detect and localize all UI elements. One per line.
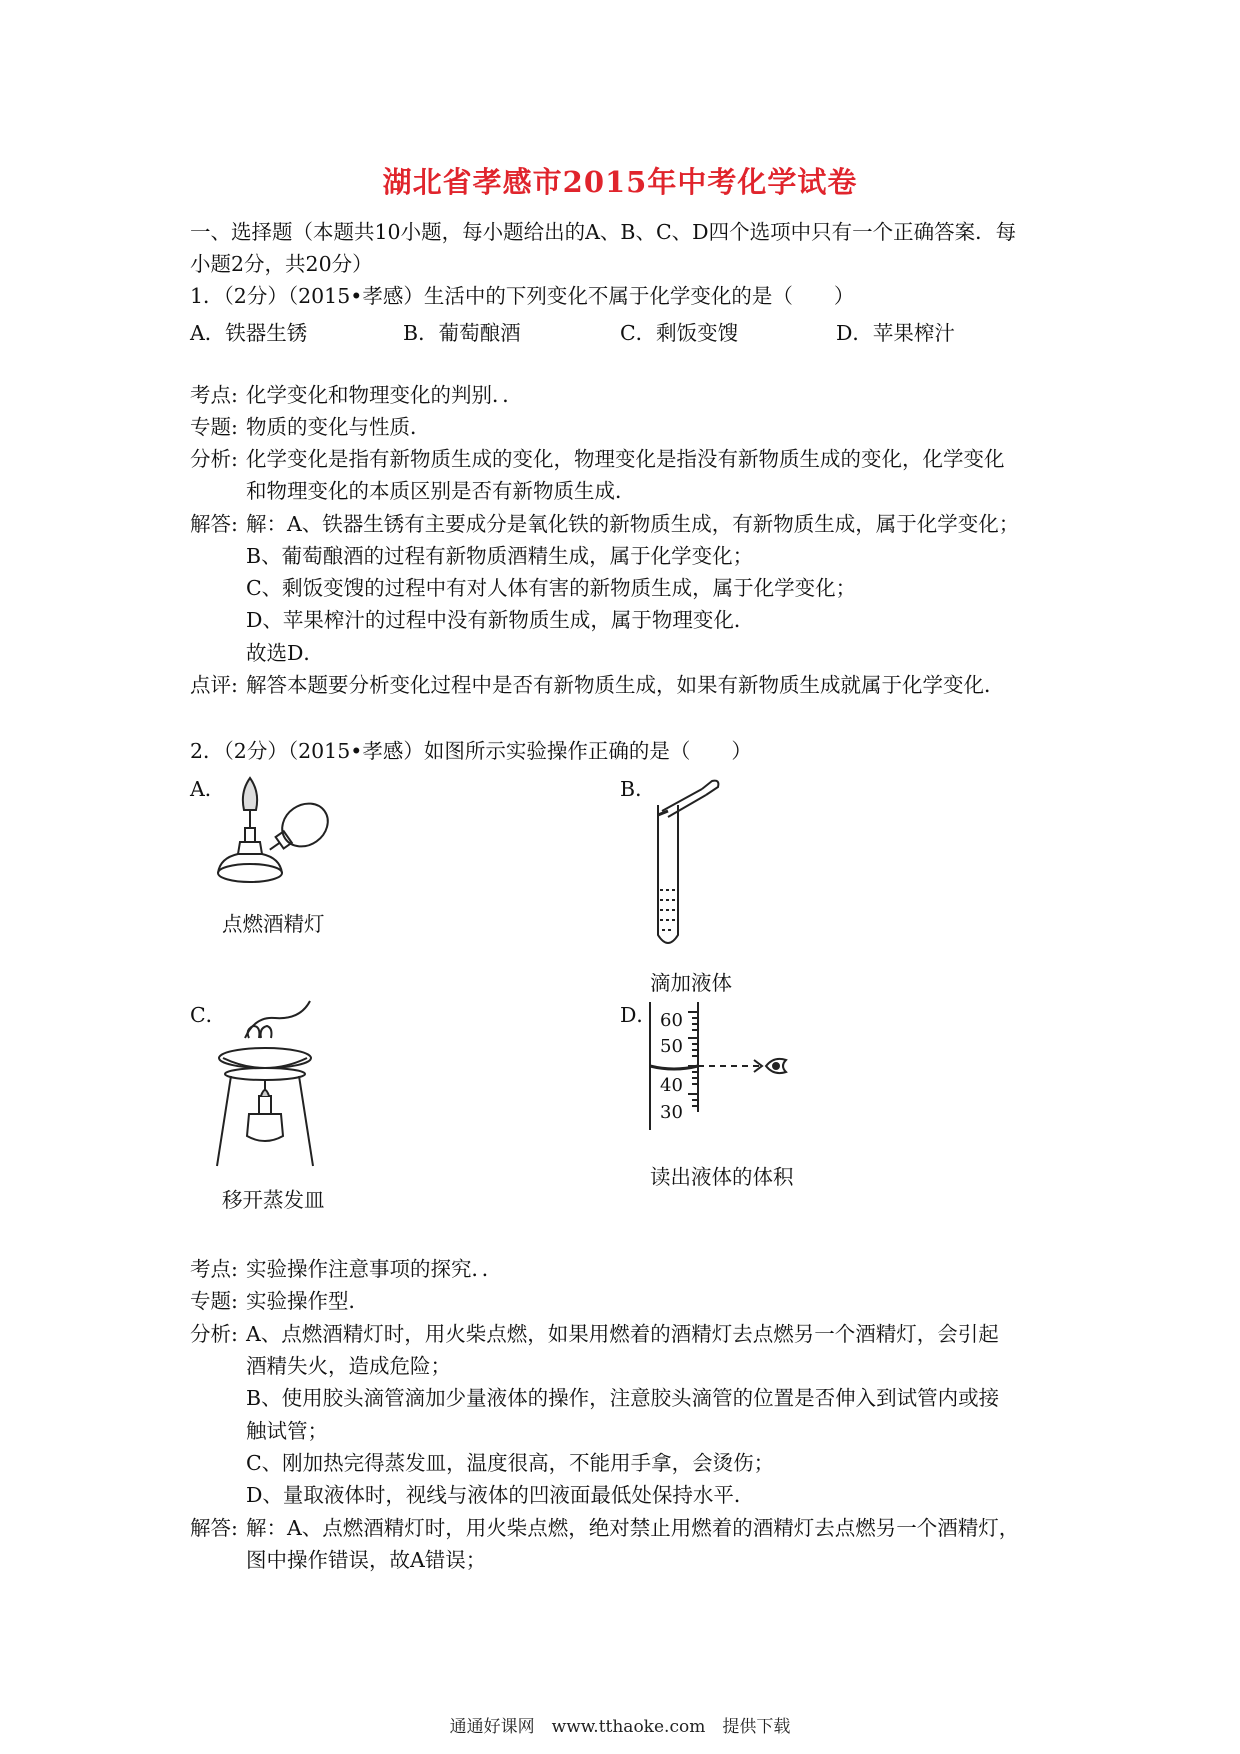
q1-jieda-text-1: 解：A、铁器生锈有主要成分是氧化铁的新物质生成，有新物质生成，属于化学变化； bbox=[246, 512, 1020, 536]
q1-option-d: D．苹果榨汁 bbox=[836, 321, 955, 345]
q1-option-a: A．铁器生锈 bbox=[190, 321, 308, 345]
q2-fenxi-text-6: D、量取液体时，视线与液体的凹液面最低处保持水平． bbox=[246, 1483, 755, 1507]
q2-fenxi bbox=[190, 1320, 999, 1348]
q1-jieda-text-2: B、葡萄酿酒的过程有新物质酒精生成，属于化学变化； bbox=[246, 544, 754, 568]
q2-zhuanti-text: 实验操作型． bbox=[246, 1289, 369, 1313]
q2-option-d-label: D． bbox=[620, 1003, 657, 1027]
alcohol-lamp-figure bbox=[210, 770, 340, 900]
cylinder-tick-50: 50 bbox=[660, 1036, 683, 1057]
q1-fenxi-text-2: 和物理变化的本质区别是否有新物质生成． bbox=[246, 479, 636, 503]
q2-jieda-text-1: 解：A、点燃酒精灯时，用火柴点燃，绝对禁止用燃着的酒精灯去点燃另一个酒精灯， bbox=[246, 1516, 1020, 1540]
q1-jieda-text-4: D、苹果榨汁的过程中没有新物质生成，属于物理变化． bbox=[246, 608, 755, 632]
q2-fenxi-text-4: 触试管； bbox=[246, 1419, 328, 1443]
q2-jieda-text-2: 图中操作错误，故A错误； bbox=[246, 1548, 487, 1572]
q1-zhuanti bbox=[190, 413, 431, 441]
cylinder-tick-40: 40 bbox=[660, 1075, 683, 1096]
q2-option-c-label: C． bbox=[190, 1003, 227, 1027]
q2-fenxi-text-2: 酒精失火，造成危险； bbox=[246, 1354, 451, 1378]
q2-kaodian bbox=[190, 1255, 502, 1283]
q1-stem: 1．（2分）（2015•孝感）生活中的下列变化不属于化学变化的是（ ） bbox=[190, 284, 855, 308]
q2-kaodian-text: 实验操作注意事项的探究．． bbox=[246, 1257, 503, 1281]
cylinder-tick-30: 30 bbox=[660, 1102, 683, 1123]
page-title: 湖北省孝感市2015年中考化学试卷 bbox=[382, 165, 858, 199]
q2-fenxi-text-5: C、刚加热完得蒸发皿，温度很高，不能用手拿，会烫伤； bbox=[246, 1451, 775, 1475]
q1-zhuanti-text: 物质的变化与性质． bbox=[246, 415, 431, 439]
q2-caption-b: 滴加液体 bbox=[650, 971, 732, 995]
q1-dianping-label: 点评: bbox=[190, 673, 238, 697]
q1-fenxi-text-1: 化学变化是指有新物质生成的变化，物理变化是指没有新物质生成的变化，化学变化 bbox=[246, 447, 1005, 471]
q1-jieda-label: 解答: bbox=[190, 512, 238, 536]
q2-caption-a: 点燃酒精灯 bbox=[222, 912, 325, 936]
q2-fenxi-text-1: A、点燃酒精灯时，用火柴点燃，如果用燃着的酒精灯去点燃另一个酒精灯，会引起 bbox=[246, 1322, 999, 1346]
q2-caption-d: 读出液体的体积 bbox=[650, 1165, 794, 1189]
q2-caption-c: 移开蒸发皿 bbox=[222, 1188, 325, 1212]
q1-dianping-text: 解答本题要分析变化过程中是否有新物质生成，如果有新物质生成就属于化学变化． bbox=[246, 673, 1005, 697]
q1-dianping bbox=[190, 671, 1005, 699]
q1-kaodian-label: 考点: bbox=[190, 383, 238, 407]
q1-zhuanti-label: 专题: bbox=[190, 415, 238, 439]
q1-jieda bbox=[190, 510, 1019, 538]
q2-kaodian-label: 考点: bbox=[190, 1257, 238, 1281]
q2-zhuanti bbox=[190, 1287, 369, 1315]
q1-option-b: B．葡萄酿酒 bbox=[403, 321, 521, 345]
q1-kaodian bbox=[190, 381, 523, 409]
section-heading-line-1: 一、选择题（本题共10小题，每小题给出的A、B、C、D四个选项中只有一个正确答案．每 bbox=[190, 220, 1017, 244]
q2-option-a-label: A． bbox=[190, 777, 226, 801]
q2-stem: 2．（2分）（2015•孝感）如图所示实验操作正确的是（ ） bbox=[190, 739, 752, 763]
q2-jieda-label: 解答: bbox=[190, 1516, 238, 1540]
evaporating-dish-figure bbox=[215, 996, 335, 1176]
q2-fenxi-text-3: B、使用胶头滴管滴加少量液体的操作，注意胶头滴管的位置是否伸入到试管内或接 bbox=[246, 1386, 1000, 1410]
q2-option-b-label: B． bbox=[620, 777, 656, 801]
q1-jieda-text-5: 故选D． bbox=[246, 641, 324, 665]
section-heading-line-2: 小题2分，共20分） bbox=[190, 252, 373, 276]
dropper-test-tube-figure bbox=[640, 775, 750, 955]
q2-jieda bbox=[190, 1514, 1019, 1542]
q1-kaodian-text: 化学变化和物理变化的判别．． bbox=[246, 383, 523, 407]
page-footer: 通通好课网 www.tthaoke.com 提供下载 bbox=[449, 1717, 791, 1737]
q1-option-c: C．剩饭变馊 bbox=[620, 321, 739, 345]
cylinder-tick-60: 60 bbox=[660, 1010, 683, 1031]
q1-jieda-text-3: C、剩饭变馊的过程中有对人体有害的新物质生成，属于化学变化； bbox=[246, 576, 857, 600]
q2-zhuanti-label: 专题: bbox=[190, 1289, 238, 1313]
q2-fenxi-label: 分析: bbox=[190, 1322, 238, 1346]
q1-fenxi bbox=[190, 445, 1005, 473]
q1-fenxi-label: 分析: bbox=[190, 447, 238, 471]
